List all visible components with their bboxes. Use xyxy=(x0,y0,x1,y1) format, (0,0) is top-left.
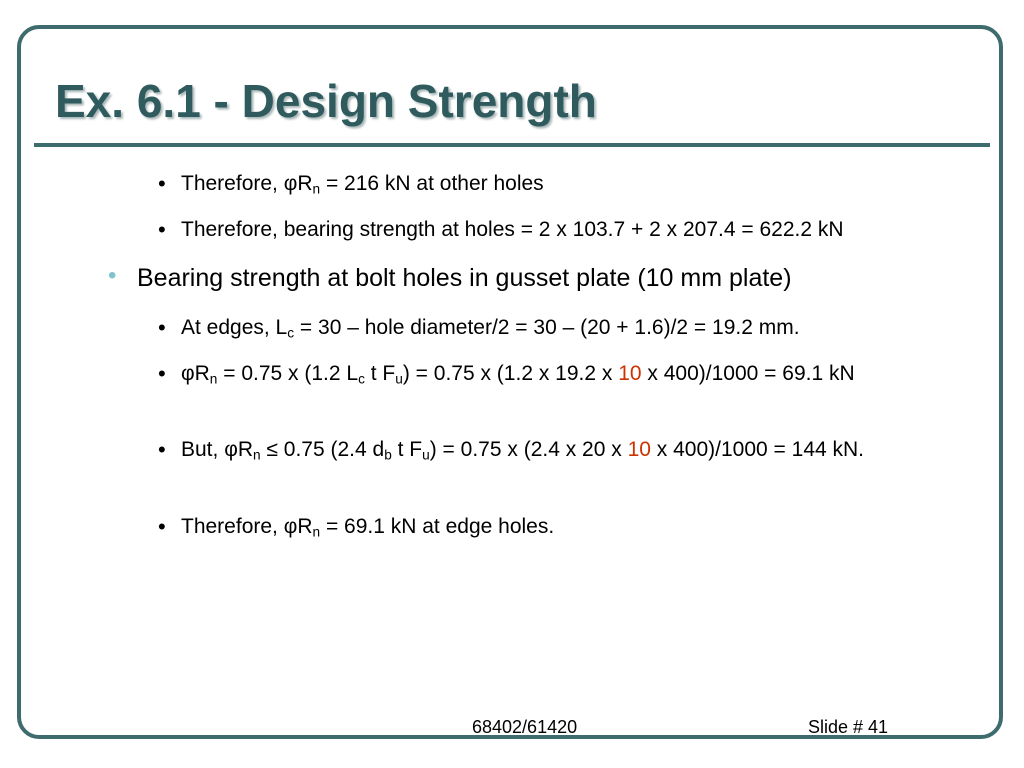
title-divider xyxy=(34,143,990,147)
bullet-l2-but-limit xyxy=(158,437,988,463)
bullet-dot-icon: • xyxy=(158,171,166,196)
bullet-l2-phi-rn-edge xyxy=(158,361,988,387)
bullet-text: Therefore, $\varphi R_n = 216$ kN at other holes xyxy=(181,172,544,197)
bullet-text: $\varphi R_n = 0.75$ x (1.2 $L_c$ t $F_u) = 0.75$ x (1.2 x 19.2 x 10 x 400)/1000 = 69.1 kN xyxy=(181,362,855,387)
bullet-l2-edge-holes-result xyxy=(158,514,988,540)
bullet-text: But, $\varphi R_n \le 0.75$ (2.4 $d_b$ t $F_u) = 0.75$ x (2.4 x 20 x 10 x 400)/1000 = 144 kN. xyxy=(181,438,865,463)
slide-title: Ex. 6.1 - Design Strength xyxy=(55,75,597,127)
bullet-dot-icon: • xyxy=(108,262,117,289)
footer-course-code: 68402/61420 xyxy=(472,717,578,737)
bullet-text: Bearing strength at bolt holes in gusset plate (10 mm plate) xyxy=(137,264,792,292)
bullet-dot-icon: • xyxy=(158,217,166,242)
bullet-l2-bearing-at-holes xyxy=(158,217,988,243)
bullet-dot-icon: • xyxy=(158,437,166,462)
highlight-value: 10 xyxy=(627,438,651,461)
bullet-text: At edges, $L_c = 30$ – hole diameter/2 = 30 – (20 + 1.6)/2 = 19.2 mm. xyxy=(181,316,800,341)
bullet-text: Therefore, $\varphi R_n = 69.1$ kN at edge holes. xyxy=(181,515,555,540)
bullet-text: Therefore, bearing strength at holes = 2 x 103.7 + 2 x 207.4 = 622.2 kN xyxy=(181,218,844,241)
footer-slide-number: Slide # 41 xyxy=(808,717,889,737)
bullet-l2-at-edges xyxy=(158,315,988,341)
bullet-l1-gusset-plate xyxy=(108,263,988,293)
bullet-l2-other-holes xyxy=(158,171,988,197)
bullet-dot-icon: • xyxy=(158,514,166,539)
bullet-dot-icon: • xyxy=(158,361,166,386)
bullet-dot-icon: • xyxy=(158,315,166,340)
highlight-value: 10 xyxy=(618,362,642,385)
